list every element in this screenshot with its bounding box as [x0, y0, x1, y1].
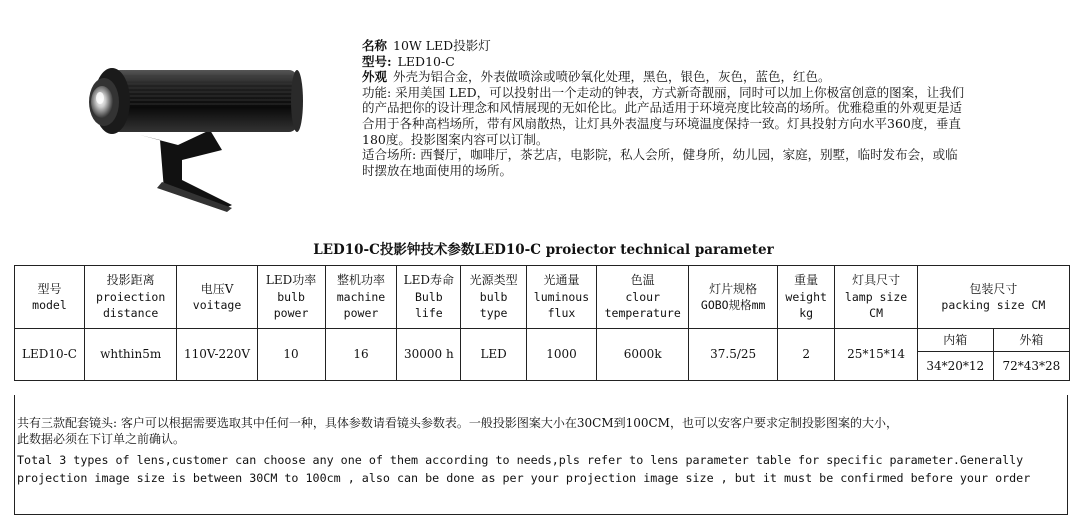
cell-outer-box: 72*43*28: [993, 352, 1069, 381]
function-line: 合用于各种高档场所，带有风扇散热，让灯具外表温度与环境温度保持一致。灯具投射方向水平360度，垂直: [362, 115, 961, 131]
product-name-label: 名称: [362, 38, 388, 53]
product-name-line: [362, 38, 1067, 54]
product-appearance-line: [362, 69, 1067, 85]
cell-flux: 1000: [527, 329, 597, 381]
header-cell: LED寿命 Bulb life: [397, 266, 461, 329]
notes-box: [14, 395, 1068, 515]
product-name-value: 10W LED投影灯: [393, 38, 491, 53]
table-header-row: [15, 266, 1070, 329]
header-cell: 型号 model: [15, 266, 85, 329]
venue-line: 时摆放在地面使用的场所。: [362, 162, 513, 178]
header-cell: 重量 weight kg: [777, 266, 835, 329]
header-cell: 光通量 luminous flux: [527, 266, 597, 329]
venue-line: 适合场所: 西餐厅，咖啡厅，茶艺店，电影院，私人会所，健身所，幼儿园，家庭，别墅，临时发布会，或临: [362, 147, 958, 163]
header-cell: LED功率 bulb power: [257, 266, 325, 329]
table-title: LED10-C投影钟技术参数LED10-C proiector technical parameter: [313, 242, 774, 258]
header-cell: 灯片规格 GOBO规格mm: [689, 266, 777, 329]
cell-model: LED10-C: [15, 329, 85, 381]
header-cell: 电压V voitage: [177, 266, 257, 329]
spec-table: [14, 265, 1070, 381]
function-line: 180度。投影图案内容可以订制。: [362, 131, 549, 147]
function-line: 功能: 采用美国 LED，可以投射出一个走动的钟表，方式新奇靓丽，同时可以加上你极富创意的图案，让我们: [362, 84, 965, 100]
header-cell: 整机功率 machine power: [325, 266, 397, 329]
cell-temperature: 6000k: [596, 329, 689, 381]
cell-bulb-type: LED: [461, 329, 527, 381]
product-model-value: LED10-C: [397, 53, 455, 69]
cell-weight: 2: [777, 329, 835, 381]
notes-chinese-line: 此数据必须在下订单之前确认。: [17, 432, 186, 446]
cell-inner-box: 34*20*12: [917, 352, 993, 381]
product-description: [362, 38, 1067, 178]
header-cell: 色温 clour temperature: [596, 266, 689, 329]
product-appearance-label: 外观: [362, 69, 388, 85]
notes-chinese: [17, 415, 1067, 447]
cell-gobo: 37.5/25: [689, 329, 777, 381]
notes-english-line: Total 3 types of lens,customer can choose any one of them according to needs,pls refer to lens parameter table for specific parameter.Generally: [17, 453, 1024, 467]
notes-english: [17, 451, 1071, 487]
header-cell: 投影距离 proiection distance: [84, 266, 177, 329]
cell-lamp-size: 25*15*14: [835, 329, 917, 381]
cell-life: 30000 h: [397, 329, 461, 381]
product-appearance-value: 外壳为铝合金，外表做喷涂或喷砂氧化处理，黑色，银色，灰色，蓝色，红色。: [393, 69, 831, 85]
notes-chinese-line: 共有三款配套镜头: 客户可以根据需要选取其中任何一种，具体参数请看镜头参数表。一般投影图案大小在30CM到100CM，也可以安客户要求定制投影图案的大小，: [17, 416, 898, 430]
cell-inner-box-label: 内箱: [917, 329, 993, 352]
header-cell: 灯具尺寸 lamp size CM: [835, 266, 917, 329]
product-model-line: [362, 54, 1067, 70]
product-photo: [82, 40, 312, 218]
product-model-label: 型号:: [362, 53, 392, 69]
cell-outer-box-label: 外箱: [993, 329, 1069, 352]
cell-machine-power: 16: [325, 329, 397, 381]
cell-led-power: 10: [257, 329, 325, 381]
cell-distance: whthin5m: [84, 329, 177, 381]
table-row: [15, 329, 1070, 352]
function-line: 的产品把你的设计理念和风情展现的无如伦比。此产品适用于环境亮度比较高的场所。优雅稳重的外观更是适: [362, 100, 963, 116]
header-cell: 光源类型 bulb type: [461, 266, 527, 329]
header-cell-packing: 包装尺寸 packing size CM: [917, 266, 1069, 329]
notes-english-line: projection image size is between 30CM to 100cm , also can be done as per your projection image size , but it must be confirmed before your order: [17, 471, 1031, 485]
cell-voltage: 110V-220V: [177, 329, 257, 381]
